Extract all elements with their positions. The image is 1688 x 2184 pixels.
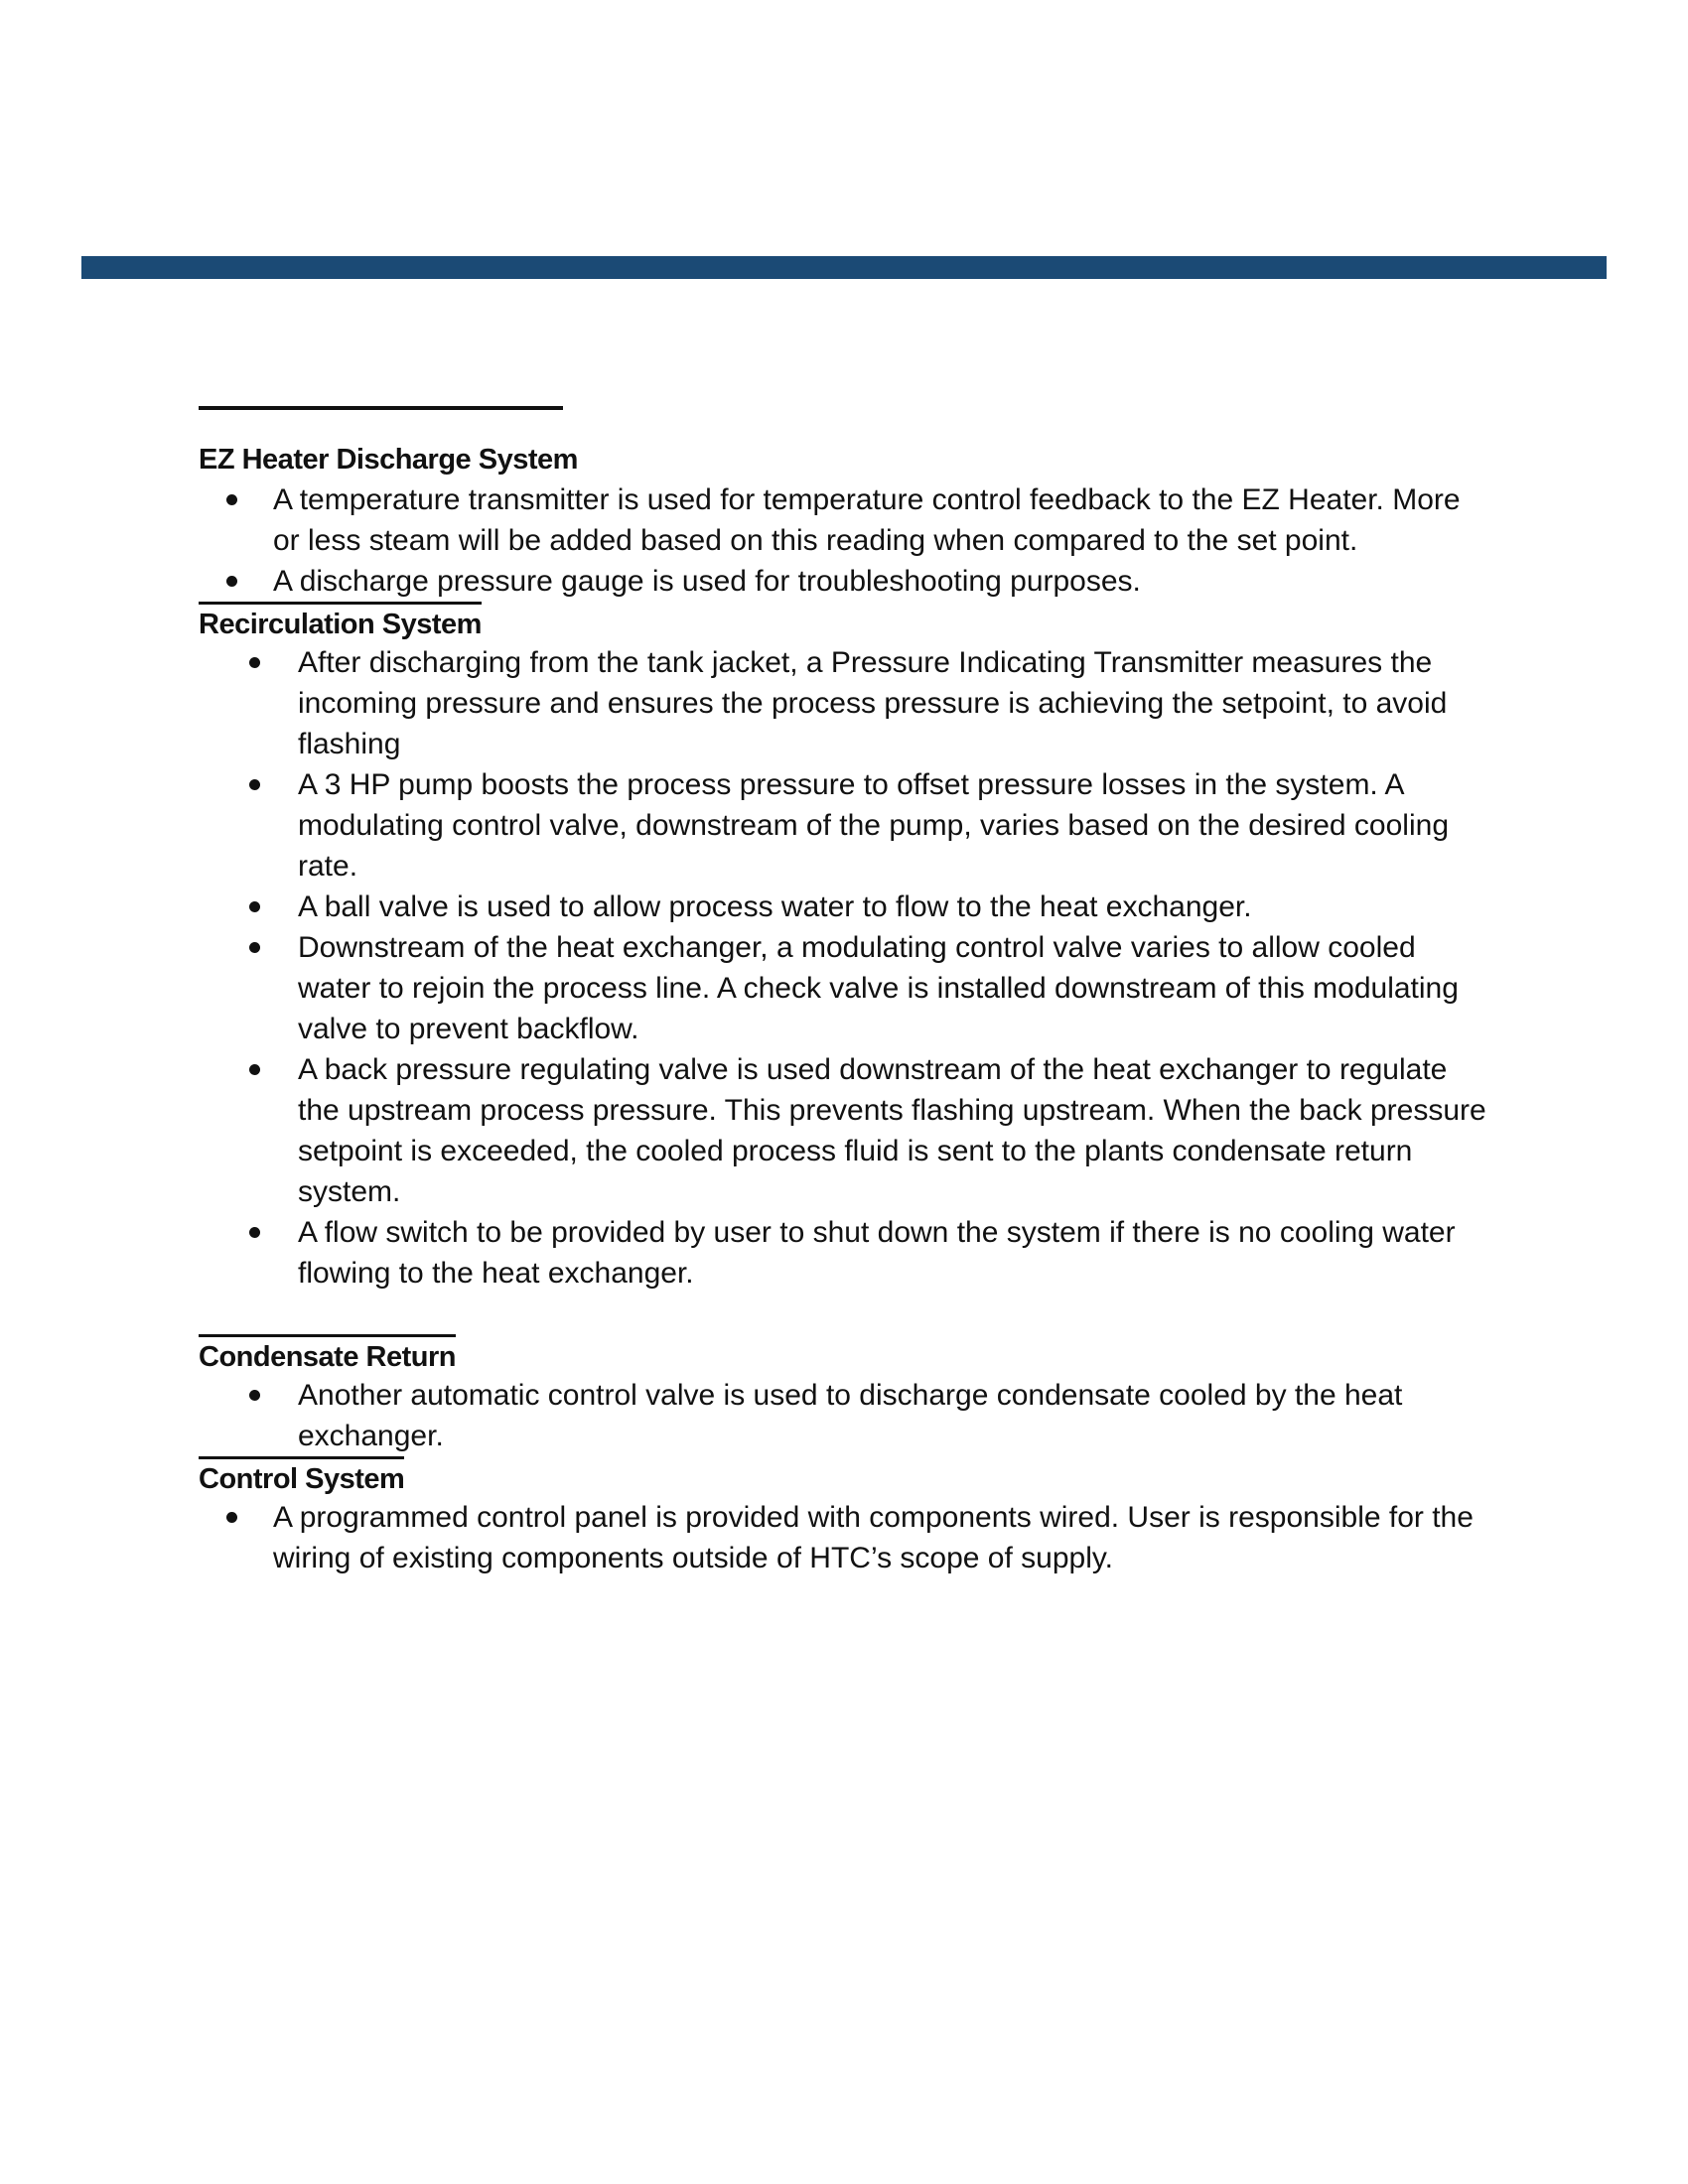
spacer (199, 1294, 1489, 1334)
bullet-icon (249, 1390, 260, 1401)
bullet-icon (249, 657, 260, 668)
horizontal-rule (199, 406, 563, 410)
bullet-list (199, 1375, 1489, 1456)
section-heading: EZ Heater Discharge System (199, 444, 578, 476)
document-body (199, 439, 1489, 1578)
bullet-icon (249, 901, 260, 912)
list-item: A ball valve is used to allow process water to flow to the heat exchanger. (199, 887, 1489, 927)
list-item: A discharge pressure gauge is used for troubleshooting purposes. (199, 561, 1489, 602)
bullet-list (199, 479, 1489, 602)
section-control-system (199, 1456, 1489, 1497)
bullet-icon (226, 494, 237, 505)
bullet-icon (249, 779, 260, 790)
section-recirculation (199, 602, 1489, 642)
list-item: Downstream of the heat exchanger, a modulating control valve varies to allow cooled water to rejoin the process line. A check valve is installed downstream of this modulating valve to prevent backflow. (199, 927, 1489, 1049)
bullet-icon (249, 1227, 260, 1238)
header-bar (81, 256, 1607, 279)
list-item: Another automatic control valve is used to discharge condensate cooled by the heat exchanger. (199, 1375, 1489, 1456)
section-ez-heater (199, 439, 1489, 479)
section-heading: Condensate Return (199, 1334, 456, 1375)
list-item: A 3 HP pump boosts the process pressure to offset pressure losses in the system. A modulating control valve, downstream of the pump, varies based on the desired cooling rate. (199, 764, 1489, 887)
bullet-icon (249, 942, 260, 953)
section-condensate-return (199, 1334, 1489, 1375)
bullet-icon (226, 1512, 237, 1523)
list-item: A temperature transmitter is used for temperature control feedback to the EZ Heater. More or less steam will be added based on this reading when compared to the set point. (199, 479, 1489, 561)
list-item: A back pressure regulating valve is used downstream of the heat exchanger to regulate the upstream process pressure. This prevents flashing upstream. When the back pressure setpoint is exceeded, the cooled process fluid is sent to the plants condensate return system. (199, 1049, 1489, 1212)
bullet-list (199, 642, 1489, 1294)
list-item: A programmed control panel is provided with components wired. User is responsible for the wiring of existing components outside of HTC’s scope of supply. (199, 1497, 1489, 1578)
bullet-icon (226, 576, 237, 587)
section-heading: Recirculation System (199, 602, 482, 642)
list-item: After discharging from the tank jacket, a Pressure Indicating Transmitter measures the incoming pressure and ensures the process pressure is achieving the setpoint, to avoid flashing (199, 642, 1489, 764)
section-heading: Control System (199, 1456, 404, 1497)
bullet-list (199, 1497, 1489, 1578)
bullet-icon (249, 1064, 260, 1075)
list-item: A flow switch to be provided by user to shut down the system if there is no cooling water flowing to the heat exchanger. (199, 1212, 1489, 1294)
